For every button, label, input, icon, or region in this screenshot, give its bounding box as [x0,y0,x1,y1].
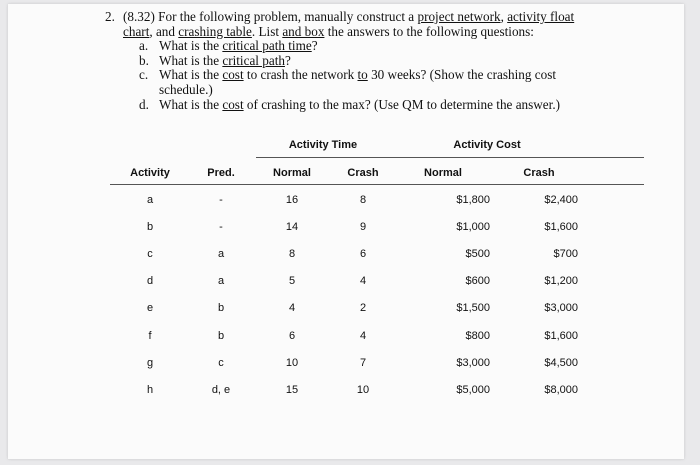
cell-normal-cost: $1,000 [456,221,490,234]
cell-normal-time: 5 [288,275,296,288]
cell-normal-time: 16 [285,194,299,206]
cell-pred: b [217,302,225,315]
question-item-letter: a. [139,38,149,54]
question-number: 2. [105,9,115,24]
cell-crash-time: 9 [359,221,367,234]
cell-crash-cost: $1,600 [544,329,578,342]
question-item-cont: schedule.) [159,81,213,97]
cell-normal-cost: $3,000 [456,356,490,369]
col-crash-cost: Crash [523,167,555,179]
question-item: c. What is the cost to crash the network to 30 weeks? (Show the crashing cost [139,67,557,83]
cell-pred: - [219,221,223,234]
col-pred: Pred. [207,167,235,179]
question-item: b. What is the critical path? [139,52,291,68]
cell-activity: f [148,329,152,342]
cell-activity: a [146,194,154,206]
cell-crash-time: 6 [359,248,367,261]
question-intro-cont: chart, and crashing table. List and box the answers to the following questions: [123,23,534,39]
cell-normal-time: 8 [288,248,296,261]
cell-normal-time: 4 [288,302,296,315]
cell-crash-cost: $3,000 [544,302,578,315]
cell-activity: g [146,356,154,369]
question-item: a. What is the critical path time? [139,38,318,54]
cell-crash-time: 10 [356,383,370,396]
question-item-letter: c. [139,67,149,83]
cell-normal-cost: $500 [465,248,490,261]
group-header-cost: Activity Cost [453,139,521,151]
cell-crash-time: 8 [359,194,367,206]
header-rule [256,157,644,158]
col-activity: Activity [130,167,170,179]
cell-pred: a [217,275,225,288]
cell-normal-cost: $1,800 [456,194,490,206]
cell-normal-cost: $5,000 [456,383,490,396]
cell-normal-time: 14 [285,221,299,234]
cell-normal-cost: $800 [465,329,490,342]
cell-activity: c [147,248,153,261]
cell-normal-cost: $600 [465,275,490,288]
cell-crash-time: 2 [359,302,367,315]
cell-activity: h [146,383,154,396]
cell-pred: - [219,194,223,206]
col-normal-cost: Normal [424,167,462,179]
cell-activity: b [146,221,154,234]
question-item-letter: d. [139,96,149,112]
cell-crash-time: 4 [359,329,367,342]
group-header-time: Activity Time [288,139,358,151]
cell-crash-cost: $2,400 [544,194,578,206]
cell-normal-time: 15 [285,383,299,396]
cell-crash-cost: $8,000 [544,383,578,396]
cell-normal-time: 10 [285,356,299,369]
col-normal-time: Normal [273,167,311,179]
cell-activity: e [146,302,154,315]
cell-crash-cost: $1,600 [544,221,578,234]
cell-crash-time: 7 [359,356,367,369]
cell-crash-cost: $4,500 [544,356,578,369]
cell-pred: c [218,356,224,369]
question-intro: 2. (8.32) For the following problem, manually construct a project network, activity float [105,9,575,24]
column-rule [110,184,644,185]
question-item: d. What is the cost of crashing to the max? (Use QM to determine the answer.) [139,96,561,112]
cell-normal-cost: $1,500 [456,302,490,315]
cell-pred: a [217,248,225,261]
cell-activity: d [146,275,154,288]
cell-crash-cost: $1,200 [544,275,578,288]
cell-pred: d, e [211,383,231,396]
cell-normal-time: 6 [288,329,296,342]
cell-crash-cost: $700 [553,248,578,261]
question-item-letter: b. [139,52,149,68]
col-crash-time: Crash [347,167,379,179]
cell-pred: b [217,329,225,342]
cell-crash-time: 4 [359,275,367,288]
